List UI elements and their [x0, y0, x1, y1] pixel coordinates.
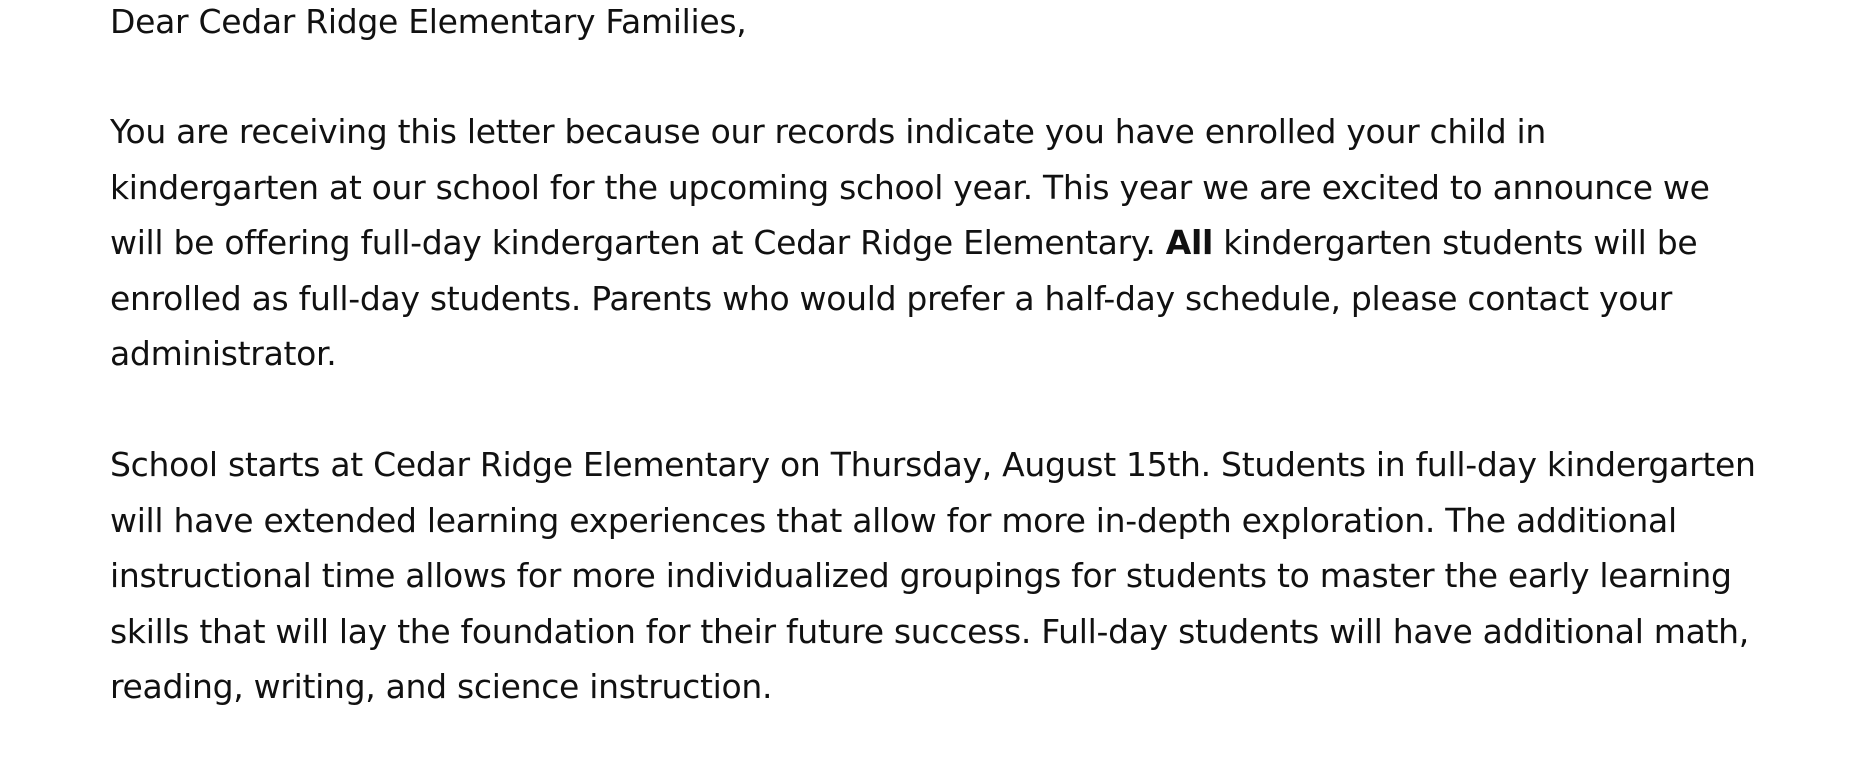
letter-body [110, 0, 1756, 706]
paragraph-line: administrator. [110, 334, 337, 373]
paragraph-line: instructional time allows for more individualized groupings for students to master the early learning [110, 556, 1732, 595]
paragraph-line: skills that will lay the foundation for their future success. Full-day students will have additional math, [110, 611, 1749, 651]
paragraph-line: You are receiving this letter because our records indicate you have enrolled your child in [110, 112, 1547, 151]
paragraph-line: School starts at Cedar Ridge Elementary on Thursday, August 15th. Students in full-day kindergarten [110, 445, 1756, 484]
paragraph-enrollment [110, 104, 1710, 382]
paragraph-school-start [110, 437, 1756, 715]
text-segment: will be offering full-day kindergarten at Cedar Ridge Elementary. [110, 223, 1166, 262]
paragraph-line: reading, writing, and science instruction. [110, 667, 773, 706]
text-segment: kindergarten students will be [1213, 223, 1698, 262]
paragraph-line: will have extended learning experiences that allow for more in-depth exploration. The additional [110, 500, 1677, 540]
paragraph-line: enrolled as full-day students. Parents who would prefer a half-day schedule, please contact your [110, 278, 1673, 318]
bold-emphasis: All [1165, 223, 1214, 262]
paragraph-line [110, 215, 1710, 271]
salutation: Dear Cedar Ridge Elementary Families, [110, 2, 747, 41]
paragraph-line: kindergarten at our school for the upcoming school year. This year we are excited to announce we [110, 167, 1710, 207]
